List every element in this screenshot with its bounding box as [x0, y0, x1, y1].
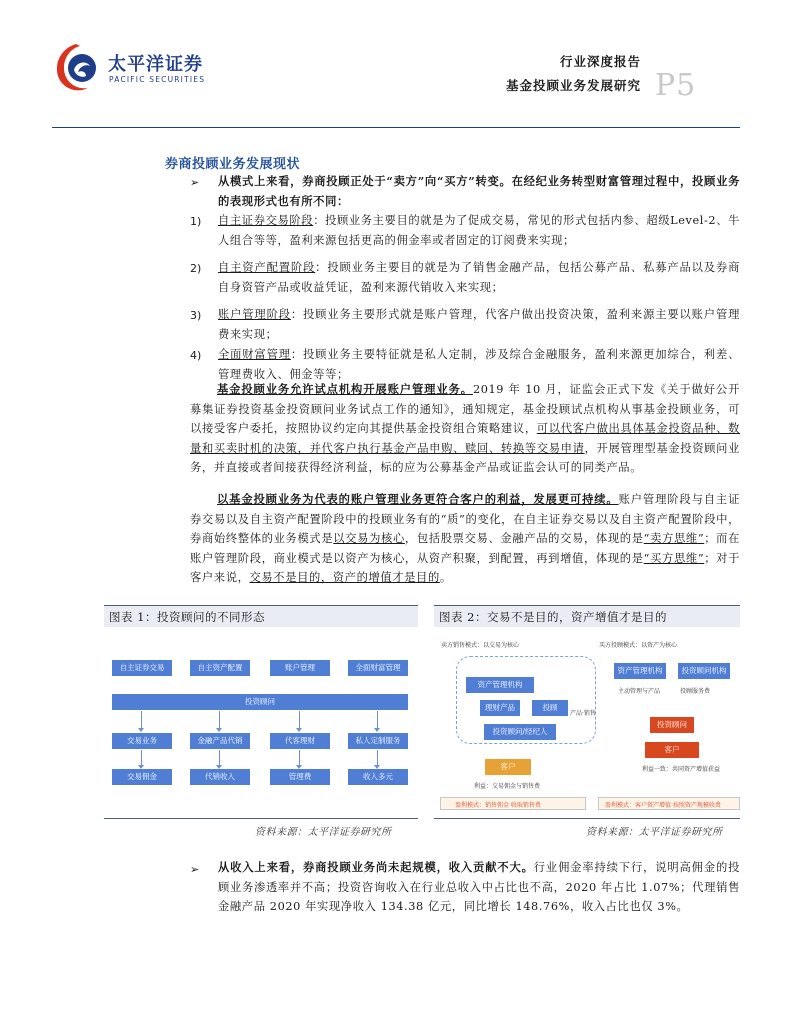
paragraph-bold-lead: 从收入上来看，券商投顾业务尚未起规模，收入贡献不大。: [218, 860, 534, 874]
paragraph-underlined: 交易不是目的，资产的增值才是目的: [249, 571, 440, 584]
triangle-bullet-icon: ➢: [190, 176, 200, 189]
diagram-middle-box: 投资顾问: [112, 694, 408, 710]
section-title: 券商投顾业务发展现状: [165, 157, 301, 172]
diagram-note: 主动管理与产品: [618, 688, 661, 695]
paragraph-bold-lead: 基金投顾业务允许试点机构开展账户管理业务。: [217, 382, 473, 396]
arrow-down-icon: [219, 750, 220, 766]
list-item-label: 自主证券交易阶段: [218, 214, 314, 227]
diagram-box: 交易业务: [112, 733, 172, 749]
diagram-box: 资产管理机构: [614, 663, 666, 679]
figure-2-title: 图表 2：交易不是目的，资产增值才是目的: [434, 605, 740, 627]
diagram-box: 自主证券交易: [112, 660, 172, 676]
diagram-box: 收入多元: [348, 769, 408, 785]
diagram-note: 利益：交易佣金与销售费: [474, 783, 541, 790]
paragraph-text: ，包括股票交易、金融产品的交易，体现的是: [404, 532, 644, 545]
paragraph-lead: 从模式上来看，券商投顾正处于“卖方”向“买方”转变。在经纪业务转型财富管理过程中，投顾业务的表现形式也有所不同：: [218, 174, 740, 208]
paragraph-text: ；对于客户来说，: [190, 551, 740, 584]
paragraph-text: 行业佣金率持续下行，说明高佣金的投顾业务渗透率并不高；投资咨询收入在行业总收入中占比也不高，2020 年占比 1.07%；代理销售金融产品 2020 年实现净收入 134.38 亿元，同比增长 148.76%，收入占比也仅 3%。: [218, 861, 741, 913]
diagram-box: 私人定制服务: [348, 733, 408, 749]
arrow-down-icon: [377, 750, 378, 766]
paragraph-text: ，开展管理型基金投资顾问业务，并直接或者间接获得经济利益，标的应为公募基金产品或证监会认可的同类产品。: [190, 441, 740, 474]
arrow-down-icon: [299, 711, 300, 729]
diagram-header: 买方投顾模式：以资产为核心: [599, 642, 678, 649]
diagram-box: 管理费: [270, 769, 330, 785]
triangle-bullet-icon: ➢: [190, 863, 200, 876]
figure-1-title: 图表 1：投资顾问的不同形态: [104, 605, 418, 627]
list-item-text: ：投顾业务主要目的就是为了销售金融产品，包括公募产品、私募产品以及券商自身资管产品或收益凭证，盈利来源代销收入来实现；: [218, 261, 740, 294]
diagram-box: 投资顾问/经纪人: [484, 724, 556, 740]
arrow-down-icon: [377, 711, 378, 729]
paragraph-revenue: [218, 858, 740, 917]
diagram-box: 投顾: [532, 700, 568, 716]
diagram-box: 自主资产配置: [190, 660, 250, 676]
list-number: 4): [190, 349, 202, 362]
company-logo: [52, 38, 222, 98]
diagram-header: 卖方销售模式：以交易为核心: [441, 642, 520, 649]
diagram-footer-box: [440, 797, 586, 810]
paragraph-underlined: “卖方思维”: [643, 532, 705, 545]
list-item: [218, 305, 740, 344]
diagram-box: 金融产品代销: [190, 733, 250, 749]
paragraph-underlined: 以交易为核心: [333, 532, 405, 545]
list-item-label: 自主资产配置阶段: [218, 261, 316, 274]
paragraph-text: 账户管理阶段与自主证券交易以及自主资产配置阶段中的投顾业务有的“质”的变化，在自主证券交易以及自主资产配置阶段中，券商始终整体的业务模式是: [190, 493, 740, 545]
diagram-box: 账户管理: [270, 660, 330, 676]
page-number: P5: [655, 68, 697, 103]
diagram-footer-text: 盈利模式：客户资产增值 按照资产规模收费: [605, 802, 721, 809]
report-type: 行业深度报告: [559, 54, 641, 69]
figure-2-divider: [434, 818, 740, 819]
paragraph-underlined: “买方思维”: [643, 551, 705, 565]
header-divider: [52, 127, 740, 128]
arrow-down-icon: [219, 711, 220, 729]
diagram-box: 代销收入: [190, 769, 250, 785]
diagram-footer-box: [598, 797, 740, 810]
arrow-down-icon: [299, 750, 300, 766]
list-item: [218, 345, 740, 384]
paragraph-text: 2019 年 10 月，证监会正式下发《关于做好公开募集证券投资基金投资顾问业务试点工作的通知》，通知规定，基金投顾试点机构从事基金投顾业务，可以接受客户委托，按照协议约定向其提供基金投资组合策略建议，: [190, 383, 740, 435]
list-number: 2): [190, 262, 202, 275]
list-item-label: 账户管理阶段: [218, 308, 291, 321]
diagram-box: 投资顾问机构: [678, 663, 730, 679]
paragraph-account-mgmt: [190, 490, 740, 588]
list-number: 3): [190, 309, 202, 322]
paragraph-bold-lead: 以基金投顾业务为代表的账户管理业务更符合客户的利益，发展更可持续。: [217, 492, 619, 506]
report-header: [506, 52, 641, 94]
figure-1-source: 资料来源：太平洋证券研究所: [255, 827, 392, 838]
diagram-footer-text: 盈利模式：销售佣金 收取销售费: [455, 802, 541, 809]
pacific-securities-logo-icon: [52, 40, 104, 94]
diagram-note: 利益一致：共同资产增值获益: [642, 766, 721, 773]
arrow-down-icon: [141, 711, 142, 729]
paragraph-text: 。: [439, 571, 452, 584]
diagram-box: 代客理财: [270, 733, 330, 749]
paragraph-pilot: [190, 380, 740, 478]
figure-1-divider: [104, 818, 418, 819]
list-item-text: ：投顾业务主要目的就是为了促成交易，常见的形式包括内参、超级Level-2、牛人组合等等，盈利来源包括更高的佣金率或者固定的订阅费来实现；: [218, 214, 740, 247]
diagram-box-advisor: 投资顾问: [650, 717, 694, 733]
list-item-text: ：投顾业务主要形式就是账户管理，代客户做出投资决策，盈利来源主要以账户管理费来实现；: [218, 308, 740, 341]
diagram-box-client: 客户: [645, 742, 699, 758]
diagram-box: 资产管理机构: [466, 677, 534, 693]
report-title: 基金投顾业务发展研究: [505, 78, 641, 93]
figure-2-source: 资料来源：太平洋证券研究所: [586, 827, 723, 838]
diagram-box: 理财产品: [480, 700, 520, 716]
diagram-box: 全面财富管理: [348, 660, 408, 676]
diagram-box: 交易佣金: [112, 769, 172, 785]
list-item: [218, 258, 740, 297]
paragraph-text: ；而在账户管理阶段，商业模式是以资产为核心，从资产积聚，到配置，再到增值，体现的是: [190, 532, 740, 565]
logo-english-name: PACIFIC SECURITIES: [109, 75, 206, 84]
arrow-down-icon: [141, 750, 142, 766]
list-item-text: ：投顾业务主要特征就是私人定制，涉及综合金融服务，盈利来源更加综合，利差、管理费收入、佣金等等；: [218, 348, 740, 381]
list-number: 1): [190, 215, 202, 228]
list-item: [218, 211, 740, 250]
list-item-label: 全面财富管理: [218, 348, 291, 361]
diagram-note: 投顾服务费: [680, 688, 711, 695]
paragraph-underlined: 可以代客户做出具体基金投资品种、数量和买卖时机的决策，并代客户执行基金产品申购、赎回、转换等交易申请: [190, 422, 741, 455]
diagram-box-client: 客户: [485, 759, 531, 775]
diagram-note: 产品·销售: [570, 710, 596, 717]
logo-chinese-name: 太平洋证券: [108, 54, 203, 75]
